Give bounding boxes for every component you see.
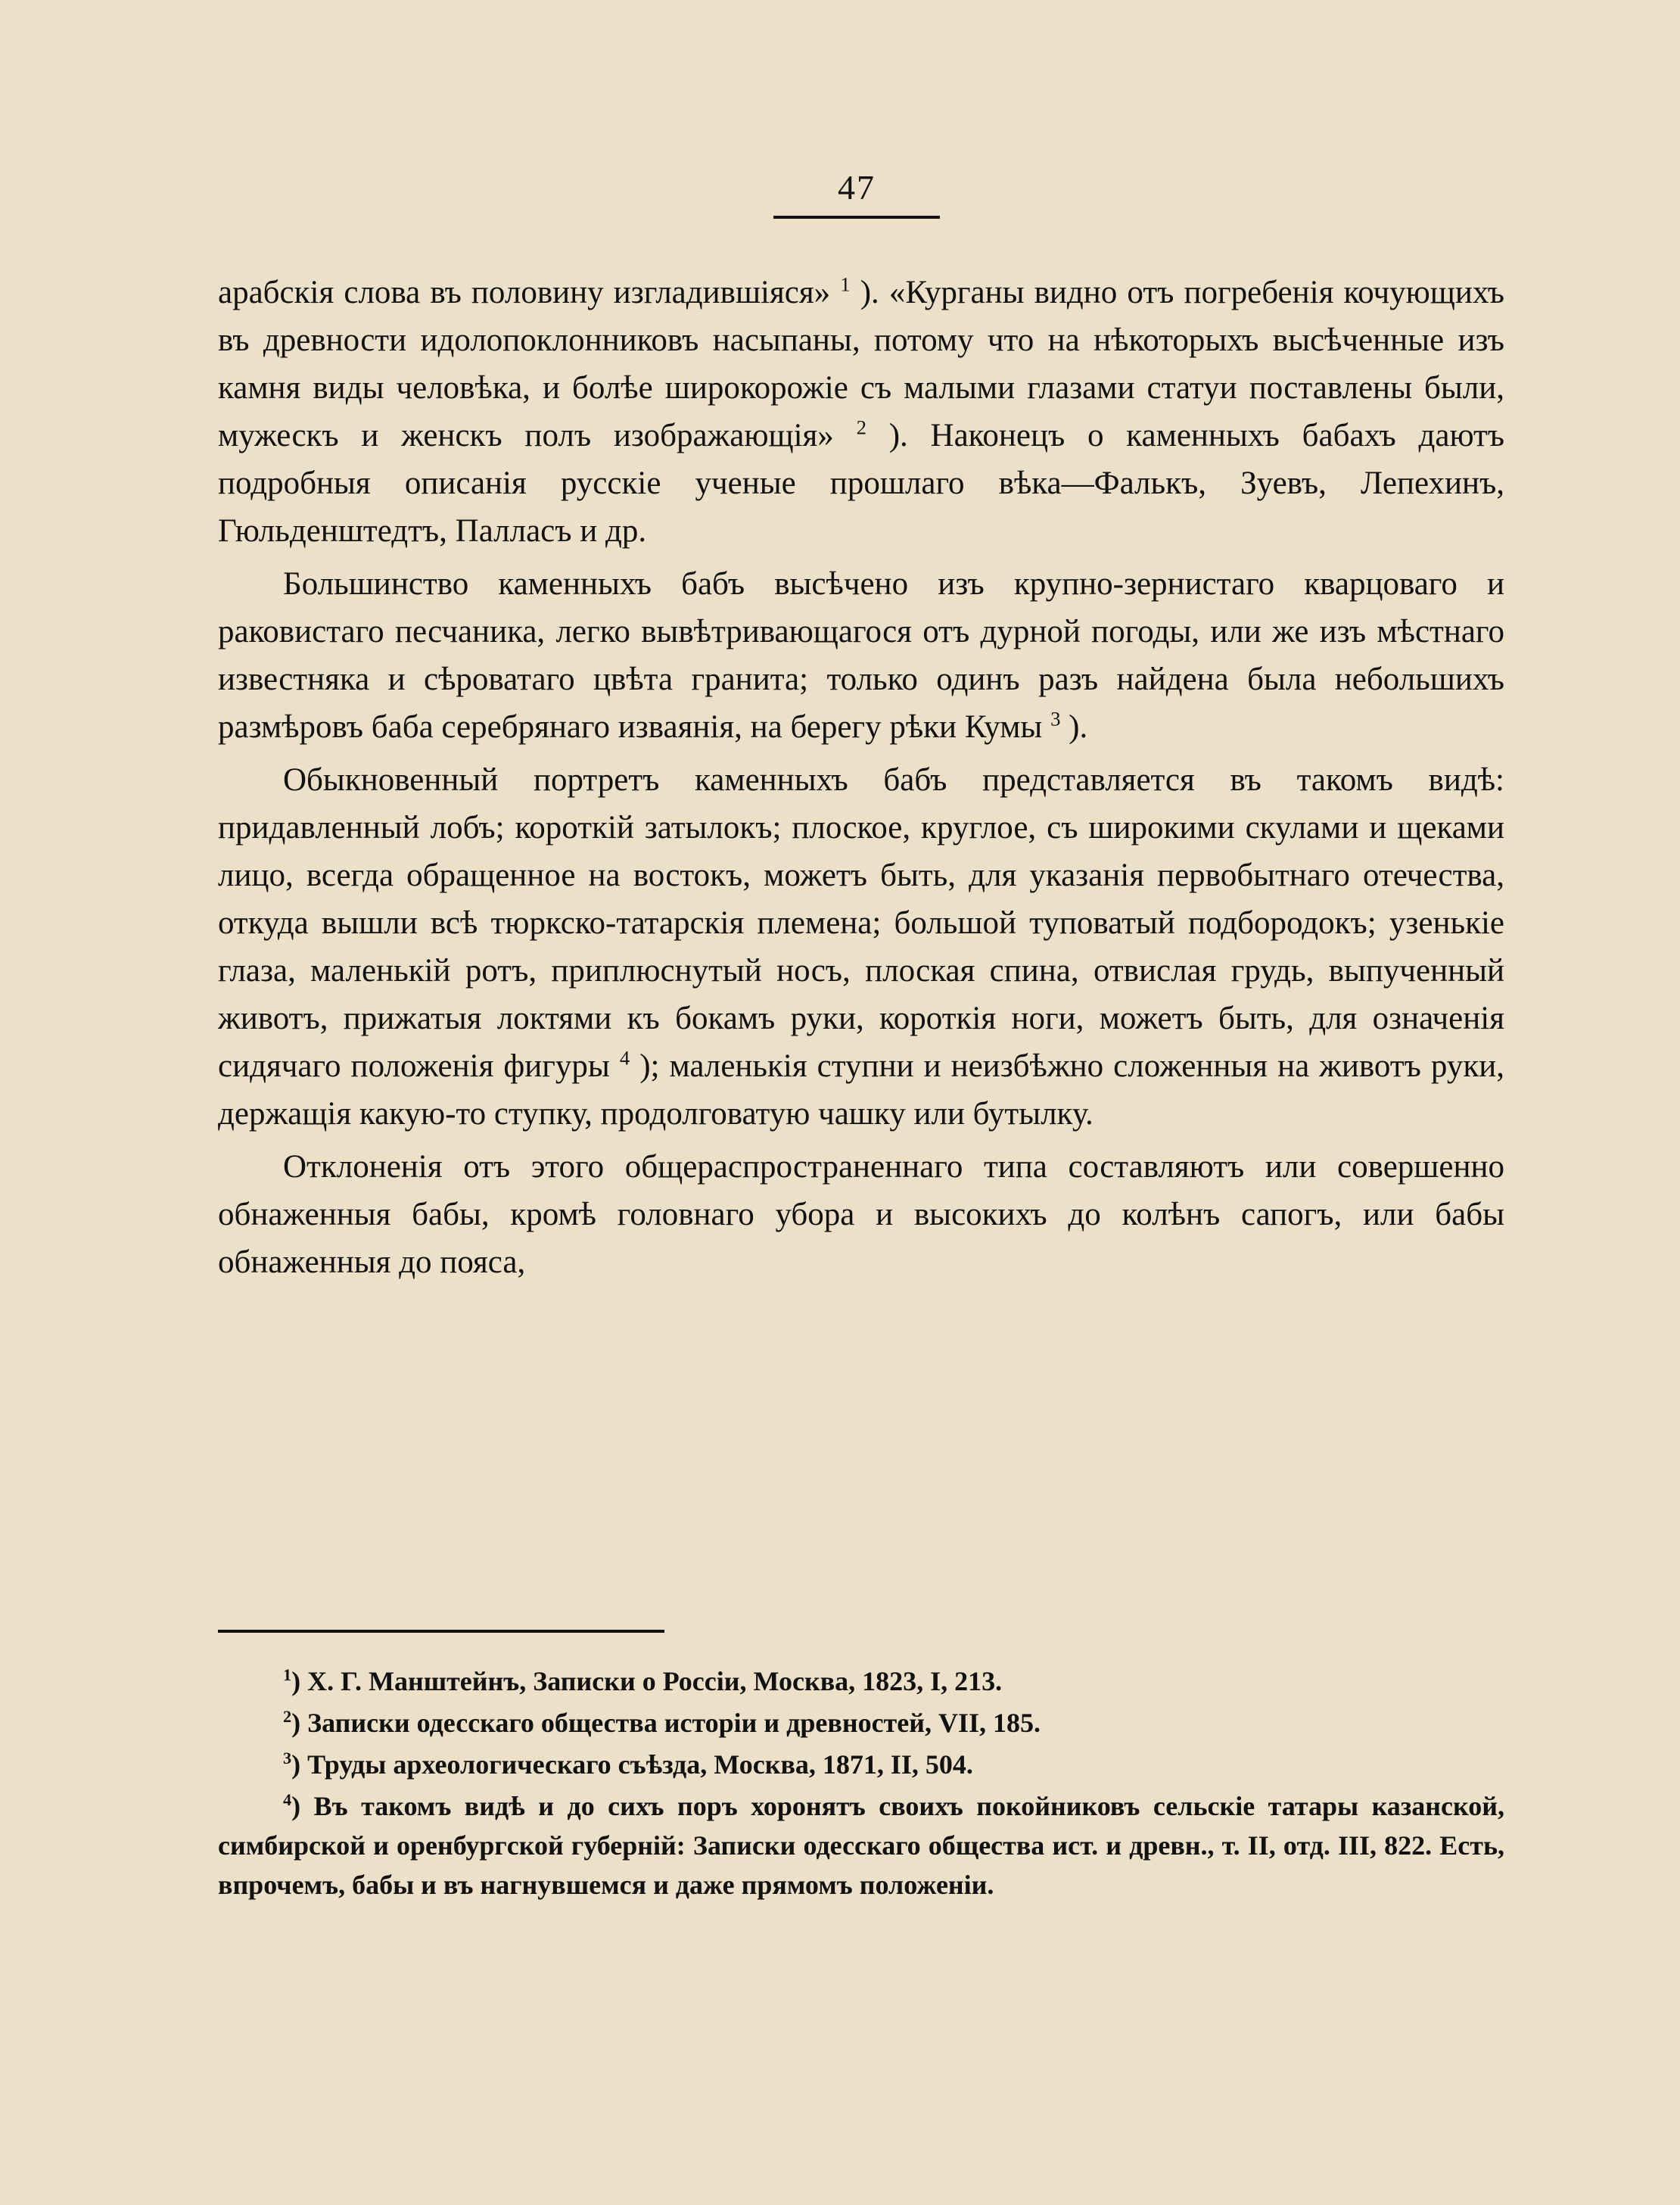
footnote-3	[218, 1745, 1504, 1784]
footnote-ref-1: 1	[840, 273, 851, 296]
footnote-2	[218, 1703, 1504, 1743]
footnote-2-mark: 2	[283, 1707, 292, 1726]
paragraph-2-text-a: Большинство каменныхъ бабъ высѣчено изъ крупно-зернистаго кварцоваго и раковистаго песчаника, легко вывѣтривающагося отъ дурной погоды, или же изъ мѣстнаго известняка и сѣроватаго цвѣта гранита; только одинъ разъ найдена была небольшихъ размѣровъ баба серебрянаго изваянія, на берегу рѣки Кумы	[218, 566, 1504, 745]
footnote-ref-4: 4	[619, 1046, 630, 1070]
paragraph-1-text-a: арабскія слова въ половину изгладившіяся»	[218, 275, 831, 310]
footnote-separator	[218, 1630, 664, 1633]
page-number: 47	[838, 168, 876, 207]
page-header	[773, 170, 940, 219]
footnote-ref-2: 2	[856, 416, 866, 439]
paragraph-3-text-a: Обыкновенный портретъ каменныхъ бабъ представляется въ такомъ видѣ: придавленный лобъ; короткій затылокъ; плоское, круглое, съ широкими скулами и щеками лицо, всегда обращенное на востокъ, можетъ быть, для указанія первобытнаго отечества, откуда вышли всѣ тюркско-татарскія племена; большой туповатый подбородокъ; узенькіе глаза, маленькій ротъ, приплюснутый носъ, плоская спина, отвислая грудь, выпученный животъ, прижатыя локтями къ бокамъ руки, короткія ноги, можетъ быть, для означенія сидячаго положенія фигуры	[218, 762, 1504, 1084]
footnote-3-text: ) Труды археологическаго съѣзда, Москва, 1871, II, 504.	[291, 1749, 973, 1780]
footnotes	[218, 1662, 1504, 1907]
main-text	[218, 269, 1504, 1291]
footnote-4	[218, 1786, 1504, 1904]
paragraph-3-text-b: ); маленькія ступни и неизбѣжно сложенныя на животъ руки, держащія какую-то ступку, продолговатую чашку или бутылку.	[218, 1048, 1505, 1132]
paragraph-2-text-b: ).	[1069, 709, 1088, 745]
footnote-1	[218, 1662, 1504, 1701]
footnote-1-text: ) Х. Г. Манштейнъ, Записки о Россіи, Москва, 1823, I, 213.	[291, 1666, 1003, 1696]
footnote-4-text: ) Въ такомъ видѣ и до сихъ поръ хоронятъ своихъ покойниковъ сельскіе татары казанской, симбирской и оренбургской губерній: Записки одесскаго общеcтва ист. и древн., т. II, отд. III, 822. Есть, впрочемъ, бабы и въ нагнувшемся и даже прямомъ положеніи.	[218, 1791, 1504, 1900]
paragraph-4	[218, 1143, 1504, 1286]
paragraph-1-text-c: ). Наконецъ о каменныхъ бабахъ даютъ подробныя описанія русскіе ученые прошлаго вѣка—Фалькъ, Зуевъ, Лепехинъ, Гюльденштедтъ, Палласъ и др.	[218, 418, 1505, 549]
page-number-underline	[773, 216, 940, 219]
paragraph-1-text-b: ). «Курганы видно отъ погребенія кочующихъ въ древности идолопоклонниковъ насыпаны, потому что на нѣкоторыхъ высѣченные изъ камня виды человѣка, и болѣе широкорожіе съ малыми глазами статуи поставлены были, мужескъ и женскъ полъ изображающія»	[218, 275, 1505, 453]
paragraph-4-text-a: Отклоненія отъ этого общераспространеннаго типа составляютъ или совершенно обнаженныя бабы, кромѣ головнаго убора и высокихъ до колѣнъ сапогъ, или бабы обнаженныя до пояса,	[218, 1149, 1504, 1280]
paragraph-2	[218, 560, 1504, 751]
paragraph-3	[218, 756, 1504, 1138]
footnote-3-mark: 3	[283, 1749, 292, 1767]
footnote-4-mark: 4	[283, 1790, 292, 1809]
footnote-ref-3: 3	[1050, 707, 1061, 730]
footnote-1-mark: 1	[283, 1665, 292, 1684]
paragraph-1	[218, 269, 1504, 555]
footnote-2-text: ) Записки одесскаго общества исторіи и древностей, VII, 185.	[291, 1708, 1041, 1738]
